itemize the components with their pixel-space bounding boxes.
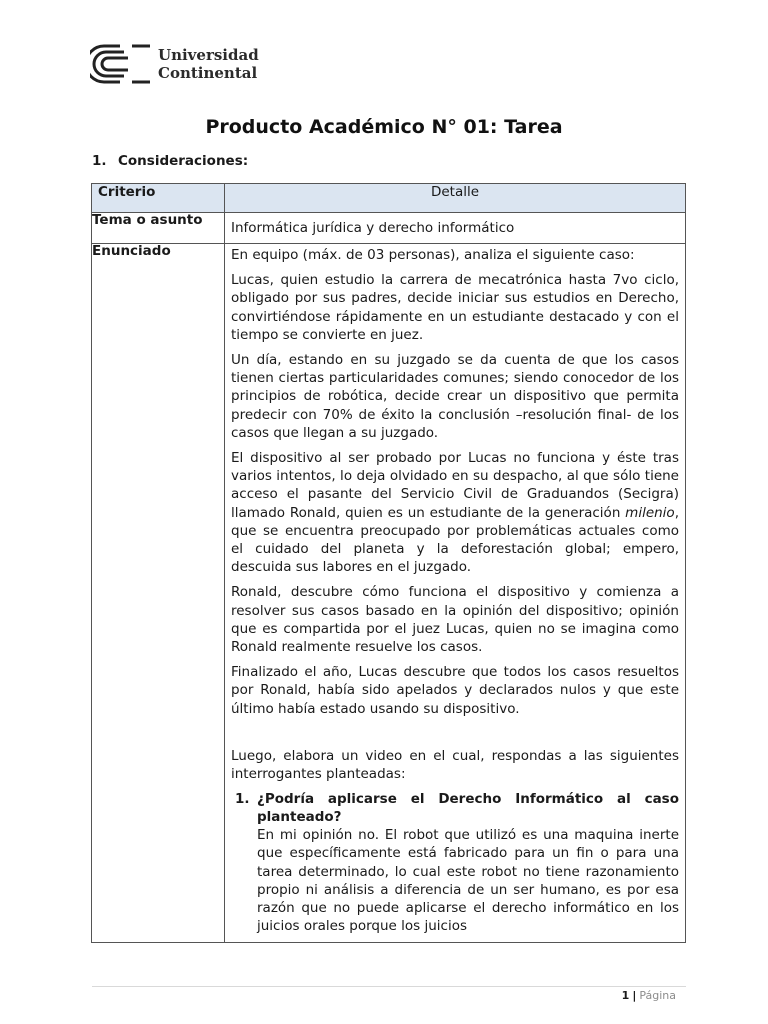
- logo-c-mark-icon: [90, 42, 152, 86]
- page-footer: [622, 989, 676, 1002]
- paragraph-4: Ronald, descubre cómo funciona el dispositivo y comienza a resolver sus casos basado en la opinión del dispositivo; opinión que es compartida por el juez Lucas, quien no se imagina como Ronald realmente resuelve los casos.: [231, 584, 679, 656]
- logo-line1: Universidad: [158, 46, 259, 64]
- header-detalle: Detalle: [225, 184, 686, 213]
- paragraph-3-part-b: , que se encuentra preocupado por problemáticas actuales como el cuidado del planeta y la deforestación global; empero, descuida sus labores en el juzgado.: [231, 504, 679, 576]
- considerations-table: [91, 183, 686, 943]
- paragraph-3-part-a: El dispositivo al ser probado por Lucas no funciona y éste tras varios intentos, lo deja olvidado en su despacho, al que sólo tiene acceso el pasante del Servicio Civil de Graduandos (Secigra) llamado Ronald, quien es un estudiante de la generación: [231, 450, 679, 521]
- section-number: 1.: [92, 153, 107, 169]
- footer-separator: |: [632, 989, 637, 1002]
- page-title: Producto Académico N° 01: Tarea: [205, 116, 563, 138]
- table-row-tema: [92, 213, 686, 244]
- paragraph-1: Lucas, quien estudio la carrera de mecatrónica hasta 7vo ciclo, obligado por sus padres, decide iniciar sus estudios en Derecho, convirtiéndose rápidamente en un estudiante destacado y con el tiempo se convierte en juez.: [231, 272, 679, 343]
- page-label: Página: [639, 989, 676, 1002]
- table-header-row: [92, 184, 686, 213]
- paragraph-3: [231, 449, 679, 576]
- university-logo: [90, 42, 259, 86]
- footer-divider: [92, 986, 686, 987]
- page-number: 1: [621, 989, 630, 1002]
- paragraph-6: Luego, elabora un video en el cual, respondas a las siguientes interrogantes planteadas:: [231, 747, 679, 783]
- section-heading: [92, 153, 248, 169]
- question-1-text: ¿Podría aplicarse el Derecho Informático al caso planteado?: [257, 791, 679, 826]
- enunciado-content: [225, 244, 686, 943]
- logo-line2: Continental: [158, 64, 258, 82]
- tema-value: Informática jurídica y derecho informático: [225, 213, 686, 244]
- enunciado-label: Enunciado: [92, 244, 225, 943]
- question-1-answer: En mi opinión no. El robot que utilizó es una maquina inerte que específicamente está fabricado para un fin o para una tarea determinado, lo cual este robot no tiene razonamiento propio ni análisis a diferencia de un ser humano, es por esa razón que no puede aplicarse el derecho informático en los juicios orales porque los juicios: [257, 827, 679, 935]
- header-criterio: Criterio: [92, 184, 225, 213]
- intro-paragraph: En equipo (máx. de 03 personas), analiza el siguiente caso:: [231, 247, 635, 263]
- question-1: [231, 790, 679, 935]
- paragraph-2: Un día, estando en su juzgado se da cuenta de que los casos tienen ciertas particularidades comunes; siendo conocedor de los principios de robótica, decide crear un dispositivo que permita predecir con 70% de éxito la conclusión –resolución final- de los casos que llegan a su juzgado.: [231, 352, 679, 441]
- table-row-enunciado: [92, 244, 686, 943]
- paragraph-5: Finalizado el año, Lucas descubre que todos los casos resueltos por Ronald, había sido apelados y declarados nulos y que este último había estado usando su dispositivo.: [231, 664, 679, 717]
- question-1-number: 1.: [235, 791, 250, 808]
- paragraph-3-emphasis: milenio: [625, 504, 675, 521]
- tema-label: Tema o asunto: [92, 213, 225, 244]
- section-label: Consideraciones:: [118, 153, 249, 169]
